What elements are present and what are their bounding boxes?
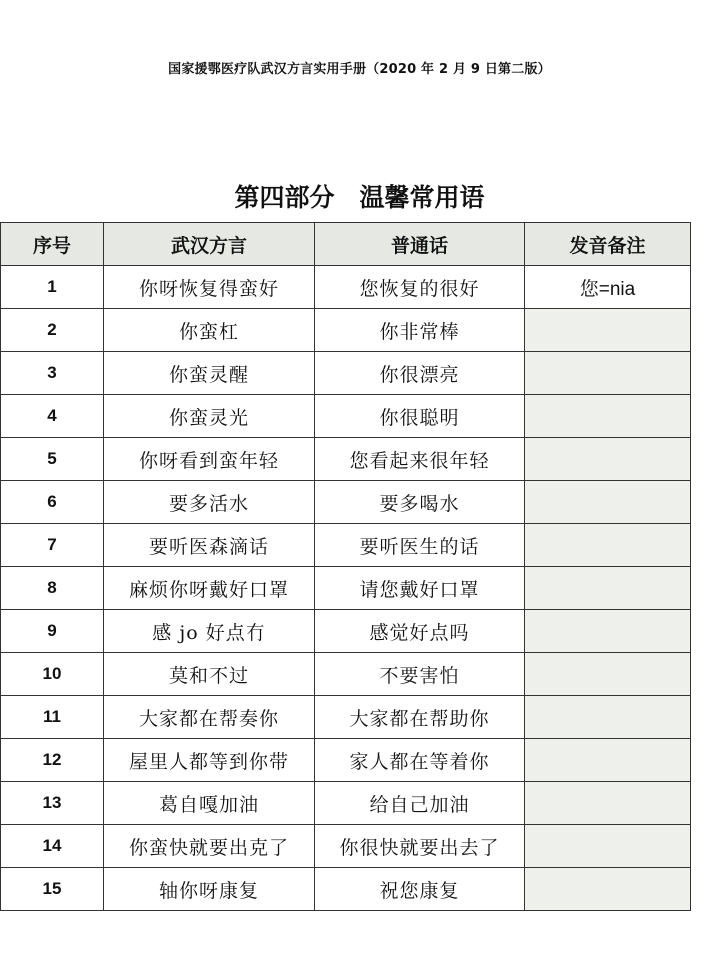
table-row	[1, 395, 691, 438]
dialect-phrase: 你呀看到蛮年轻	[104, 438, 315, 481]
mandarin-phrase: 大家都在帮助你	[315, 696, 525, 739]
row-index: 3	[1, 352, 104, 395]
mandarin-phrase: 感觉好点吗	[315, 610, 525, 653]
mandarin-phrase: 请您戴好口罩	[315, 567, 525, 610]
table-row	[1, 438, 691, 481]
pronunciation-note	[525, 825, 691, 868]
row-index: 10	[1, 653, 104, 696]
pronunciation-note	[525, 481, 691, 524]
row-index: 1	[1, 266, 104, 309]
pronunciation-note	[525, 524, 691, 567]
pronunciation-note	[525, 782, 691, 825]
pronunciation-note	[525, 352, 691, 395]
dialect-phrase: 你蛮快就要出克了	[104, 825, 315, 868]
table-row	[1, 352, 691, 395]
row-index: 6	[1, 481, 104, 524]
mandarin-phrase: 您看起来很年轻	[315, 438, 525, 481]
mandarin-phrase: 要多喝水	[315, 481, 525, 524]
column-header-index: 序号	[1, 223, 104, 266]
dialect-phrase: 麻烦你呀戴好口罩	[104, 567, 315, 610]
dialect-phrase: 屋里人都等到你带	[104, 739, 315, 782]
mandarin-phrase: 要听医生的话	[315, 524, 525, 567]
dialect-phrase: 你蛮灵醒	[104, 352, 315, 395]
table-row	[1, 610, 691, 653]
dialect-phrase: 葛自嘎加油	[104, 782, 315, 825]
table-row	[1, 481, 691, 524]
mandarin-phrase: 不要害怕	[315, 653, 525, 696]
dialect-phrase: 轴你呀康复	[104, 868, 315, 911]
column-header-dialect: 武汉方言	[104, 223, 315, 266]
table-row	[1, 868, 691, 911]
mandarin-phrase: 家人都在等着你	[315, 739, 525, 782]
mandarin-phrase: 祝您康复	[315, 868, 525, 911]
dialect-phrase: 你呀恢复得蛮好	[104, 266, 315, 309]
document-title: 国家援鄂医疗队武汉方言实用手册（2020 年 2 月 9 日第二版）	[168, 62, 551, 77]
pronunciation-note	[525, 567, 691, 610]
dialect-phrase: 莫和不过	[104, 653, 315, 696]
dialect-phrase: 要听医森滴话	[104, 524, 315, 567]
dialect-phrase: 感 jo 好点冇	[104, 610, 315, 653]
table-row	[1, 825, 691, 868]
pronunciation-note	[525, 309, 691, 352]
column-header-mandarin: 普通话	[315, 223, 525, 266]
table-row	[1, 653, 691, 696]
table-row	[1, 266, 691, 309]
pronunciation-note	[525, 696, 691, 739]
row-index: 9	[1, 610, 104, 653]
row-index: 5	[1, 438, 104, 481]
pronunciation-note	[525, 653, 691, 696]
mandarin-phrase: 您恢复的很好	[315, 266, 525, 309]
table-row	[1, 782, 691, 825]
mandarin-phrase: 你很快就要出去了	[315, 825, 525, 868]
table-header-row	[1, 223, 691, 266]
mandarin-phrase: 给自己加油	[315, 782, 525, 825]
dialect-phrase: 要多活水	[104, 481, 315, 524]
row-index: 2	[1, 309, 104, 352]
table-row	[1, 309, 691, 352]
dialect-phrase: 你蛮灵光	[104, 395, 315, 438]
dialect-phrase: 你蛮杠	[104, 309, 315, 352]
row-index: 11	[1, 696, 104, 739]
table-row	[1, 739, 691, 782]
column-header-note: 发音备注	[525, 223, 691, 266]
pronunciation-note	[525, 438, 691, 481]
pronunciation-note	[525, 739, 691, 782]
section-title: 第四部分 温馨常用语	[234, 183, 485, 212]
phrase-table	[0, 222, 691, 911]
row-index: 13	[1, 782, 104, 825]
row-index: 14	[1, 825, 104, 868]
dialect-phrase: 大家都在帮奏你	[104, 696, 315, 739]
mandarin-phrase: 你很漂亮	[315, 352, 525, 395]
mandarin-phrase: 你很聪明	[315, 395, 525, 438]
table-row	[1, 696, 691, 739]
pronunciation-note	[525, 868, 691, 911]
pronunciation-note	[525, 610, 691, 653]
mandarin-phrase: 你非常棒	[315, 309, 525, 352]
row-index: 7	[1, 524, 104, 567]
row-index: 15	[1, 868, 104, 911]
row-index: 12	[1, 739, 104, 782]
table-row	[1, 567, 691, 610]
pronunciation-note: 您=nia	[525, 266, 691, 309]
table-row	[1, 524, 691, 567]
pronunciation-note	[525, 395, 691, 438]
row-index: 4	[1, 395, 104, 438]
row-index: 8	[1, 567, 104, 610]
